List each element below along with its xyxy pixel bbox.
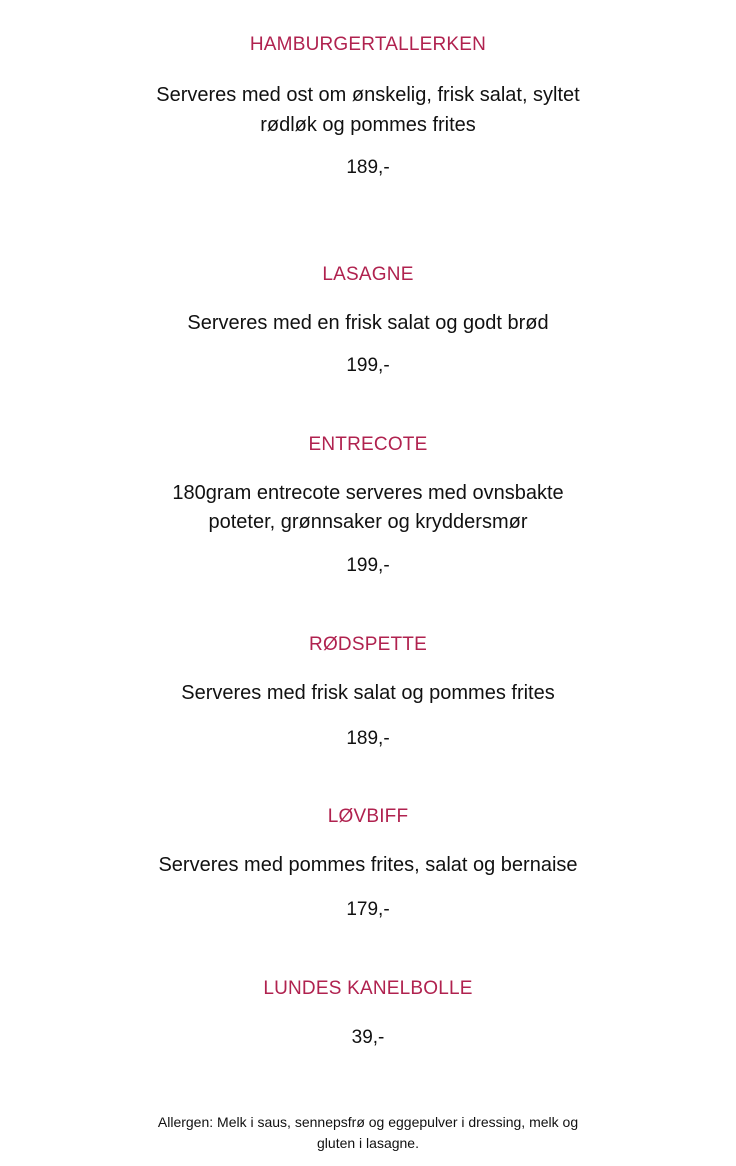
menu-item-price: 199,- [346, 355, 390, 376]
menu-item-title: LASAGNE [322, 264, 414, 285]
menu-item-description: Serveres med frisk salat og pommes frites [181, 682, 555, 704]
allergen-line: gluten i lasagne. [317, 1135, 419, 1151]
menu-item-price: 189,- [346, 157, 390, 178]
menu-item-description: 180gram entrecote serveres med ovnsbakte [172, 482, 564, 504]
menu-item-title: HAMBURGERTALLERKEN [249, 34, 487, 55]
menu-item-title: RØDSPETTE [309, 634, 427, 655]
menu-item-price: 39,- [351, 1027, 385, 1048]
menu-item-description: Serveres med en frisk salat og godt brød [187, 312, 549, 334]
menu-item-price: 179,- [346, 899, 390, 920]
menu-item-title: LØVBIFF [327, 806, 409, 827]
menu-item-description: Serveres med pommes frites, salat og bernaise [158, 854, 578, 876]
menu-item-price: 189,- [346, 728, 390, 749]
menu-item-title: ENTRECOTE [308, 434, 428, 455]
menu-item-description: Serveres med ost om ønskelig, frisk salat, syltet [156, 84, 580, 106]
menu-item-price: 199,- [346, 555, 390, 576]
menu-item-description: rødløk og pommes frites [260, 114, 476, 136]
menu-item-title: LUNDES KANELBOLLE [263, 978, 473, 999]
menu-item-description: poteter, grønnsaker og kryddersmør [208, 511, 528, 533]
allergen-line: Allergen: Melk i saus, sennepsfrø og eggepulver i dressing, melk og [157, 1114, 579, 1130]
